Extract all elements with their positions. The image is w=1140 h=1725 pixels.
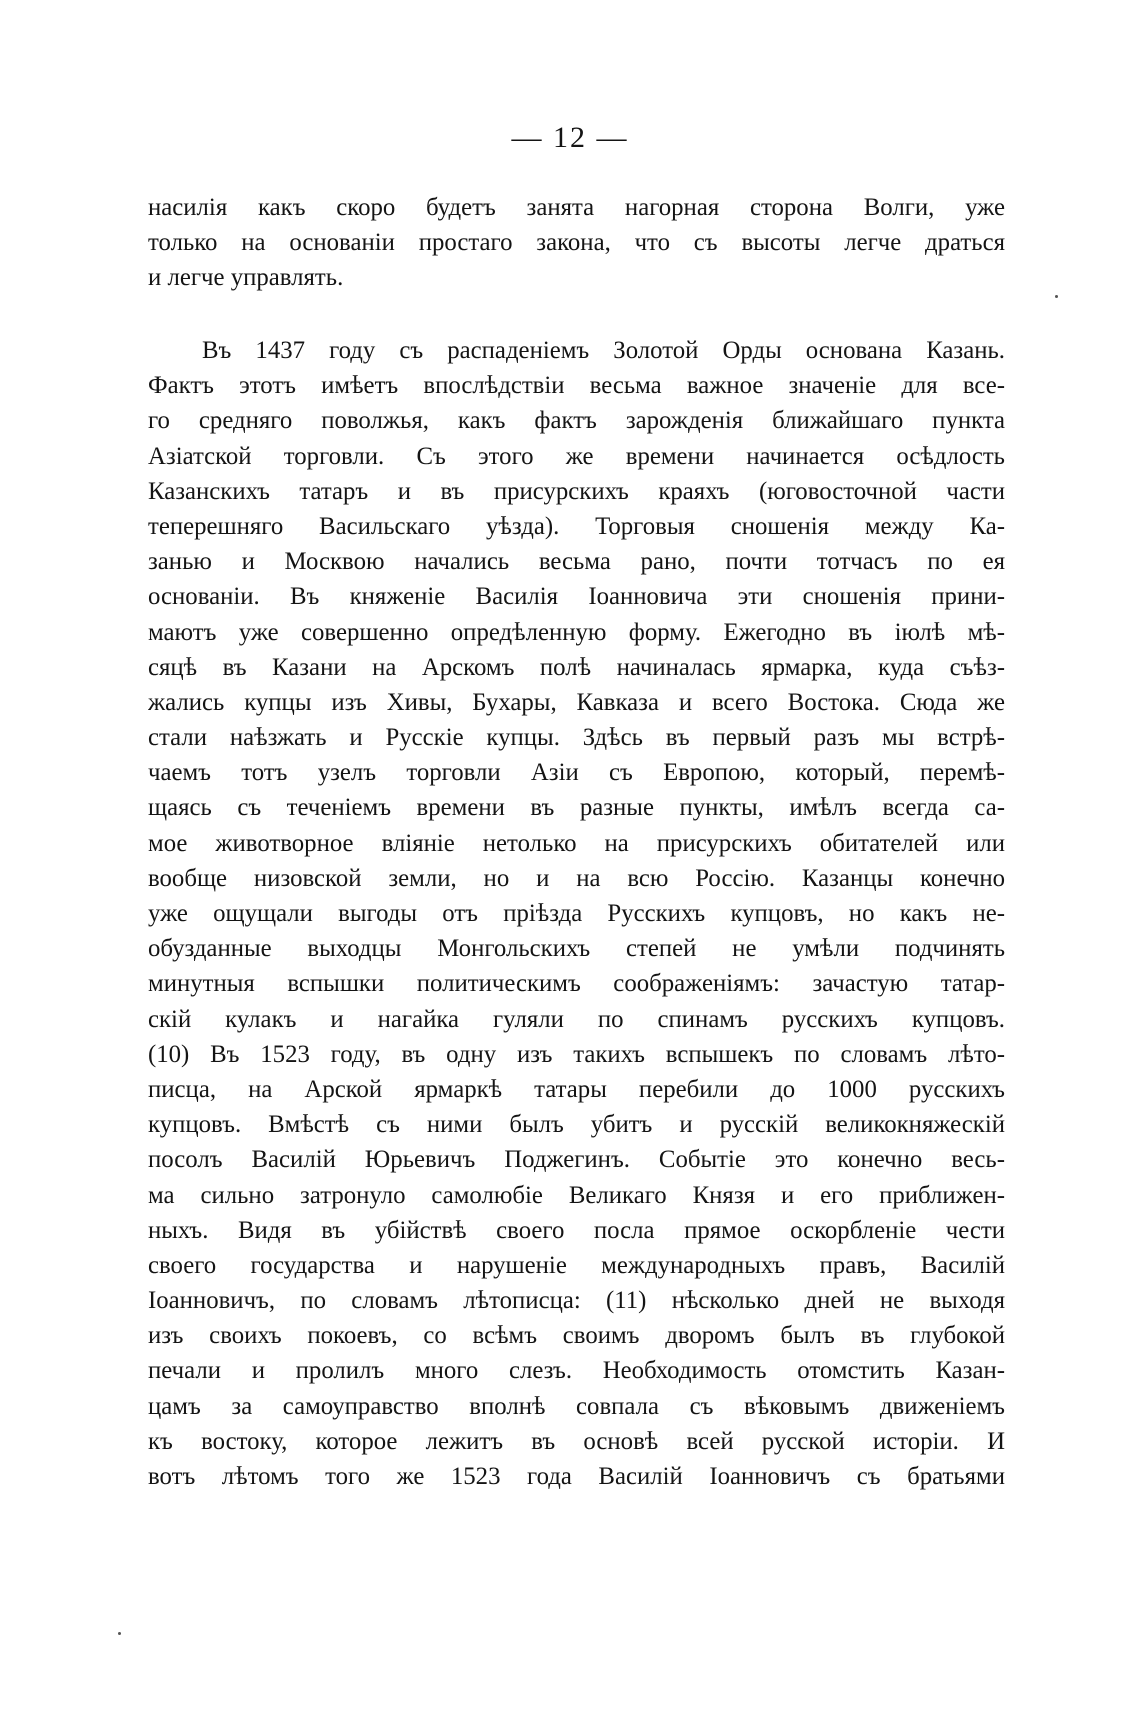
text-line: Фактъ этотъ имѣетъ впослѣдствіи весьма важное значеніе для все- <box>148 372 1005 400</box>
text-line: чаемъ тотъ узелъ торговли Азіи съ Европою, который, перемѣ- <box>148 759 1005 787</box>
paragraph-continued <box>148 190 1005 296</box>
text-line: ныхъ. Видя въ убійствѣ своего посла прямое оскорбленіе чести <box>148 1216 1005 1244</box>
paragraph-main <box>148 333 1005 1494</box>
text-line: ма сильно затронуло самолюбіе Великаго Князя и его приближен- <box>148 1181 1005 1209</box>
text-line: занью и Москвою начались весьма рано, почти тотчасъ по ея <box>148 548 1005 576</box>
text-line: только на основаніи простаго закона, что съ высоты легче драться <box>148 229 1005 257</box>
text-line: маютъ уже совершенно опредѣленную форму. Ежегодно въ іюлѣ мѣ- <box>148 618 1005 646</box>
text-line: писца, на Арской ярмаркѣ татары перебили до 1000 русскихъ <box>148 1075 1005 1103</box>
text-line: печали и пролилъ много слезъ. Необходимость отомстить Казан- <box>148 1357 1005 1385</box>
text-line: Азіатской торговли. Съ этого же времени начинается осѣдлость <box>148 442 1005 470</box>
text-line: Въ 1437 году съ распаденіемъ Золотой Орды основана Казань. <box>202 337 1005 364</box>
text-line: Казанскихъ татаръ и въ присурскихъ краяхъ (юговосточной части <box>148 477 1005 505</box>
text-line: насилія какъ скоро будетъ занята нагорная сторона Волги, уже <box>148 194 1005 221</box>
text-line: щаясь съ теченіемъ времени въ разные пункты, имѣлъ всегда са- <box>148 794 1005 822</box>
text-line: вообще низовской земли, но и на всю Россію. Казанцы конечно <box>148 864 1005 892</box>
text-line: и легче управлять. <box>148 264 344 292</box>
text-line: посолъ Василій Юрьевичъ Поджегинъ. Событіе это конечно весь- <box>148 1146 1005 1174</box>
text-line: вотъ лѣтомъ того же 1523 года Василій Іоанновичъ съ братьями <box>148 1463 1005 1490</box>
text-line: (10) Въ 1523 году, въ одну изъ такихъ вспышекъ по словамъ лѣто- <box>148 1040 1005 1068</box>
text-line: го средняго поволжья, какъ фактъ зарожденія ближайшаго пункта <box>148 407 1005 435</box>
text-line: минутныя вспышки политическимъ соображеніямъ: зачастую татар- <box>148 970 1005 998</box>
text-line: къ востоку, которое лежитъ въ основѣ всей русской исторіи. И <box>148 1427 1005 1455</box>
page-number: — 12 — <box>511 121 629 154</box>
text-line: скій кулакъ и нагайка гуляли по спинамъ русскихъ купцовъ. <box>148 1005 1005 1033</box>
text-line: мое животворное вліяніе нетолько на присурскихъ обитателей или <box>148 829 1005 857</box>
text-line: изъ своихъ покоевъ, со всѣмъ своимъ дворомъ былъ въ глубокой <box>148 1322 1005 1350</box>
text-line: основаніи. Въ княженіе Василія Іоанновича эти сношенія прини- <box>148 583 1005 611</box>
text-line: цамъ за самоуправство вполнѣ совпала съ вѣковымъ движеніемъ <box>148 1392 1005 1420</box>
scan-speck <box>1055 295 1058 298</box>
text-line: жались купцы изъ Хивы, Бухары, Кавказа и всего Востока. Сюда же <box>148 688 1005 716</box>
text-line: своего государства и нарушеніе международныхъ правъ, Василій <box>148 1251 1005 1279</box>
text-line: Іоанновичъ, по словамъ лѣтописца: (11) нѣсколько дней не выходя <box>148 1287 1005 1315</box>
text-line: купцовъ. Вмѣстѣ съ ними былъ убитъ и русскій великокняжескій <box>148 1111 1005 1139</box>
text-line: обузданные выходцы Монгольскихъ степей не умѣли подчинять <box>148 935 1005 963</box>
text-line: теперешняго Васильскаго уѣзда). Торговыя сношенія между Ка- <box>148 512 1005 540</box>
text-line: стали наѣзжать и Русскіе купцы. Здѣсь въ первый разъ мы встрѣ- <box>148 724 1005 752</box>
text-line: сяцѣ въ Казани на Арскомъ полѣ начиналась ярмарка, куда съѣз- <box>148 653 1005 681</box>
scan-speck <box>118 1632 121 1635</box>
text-line: уже ощущали выгоды отъ пріѣзда Русскихъ купцовъ, но какъ не- <box>148 900 1005 927</box>
